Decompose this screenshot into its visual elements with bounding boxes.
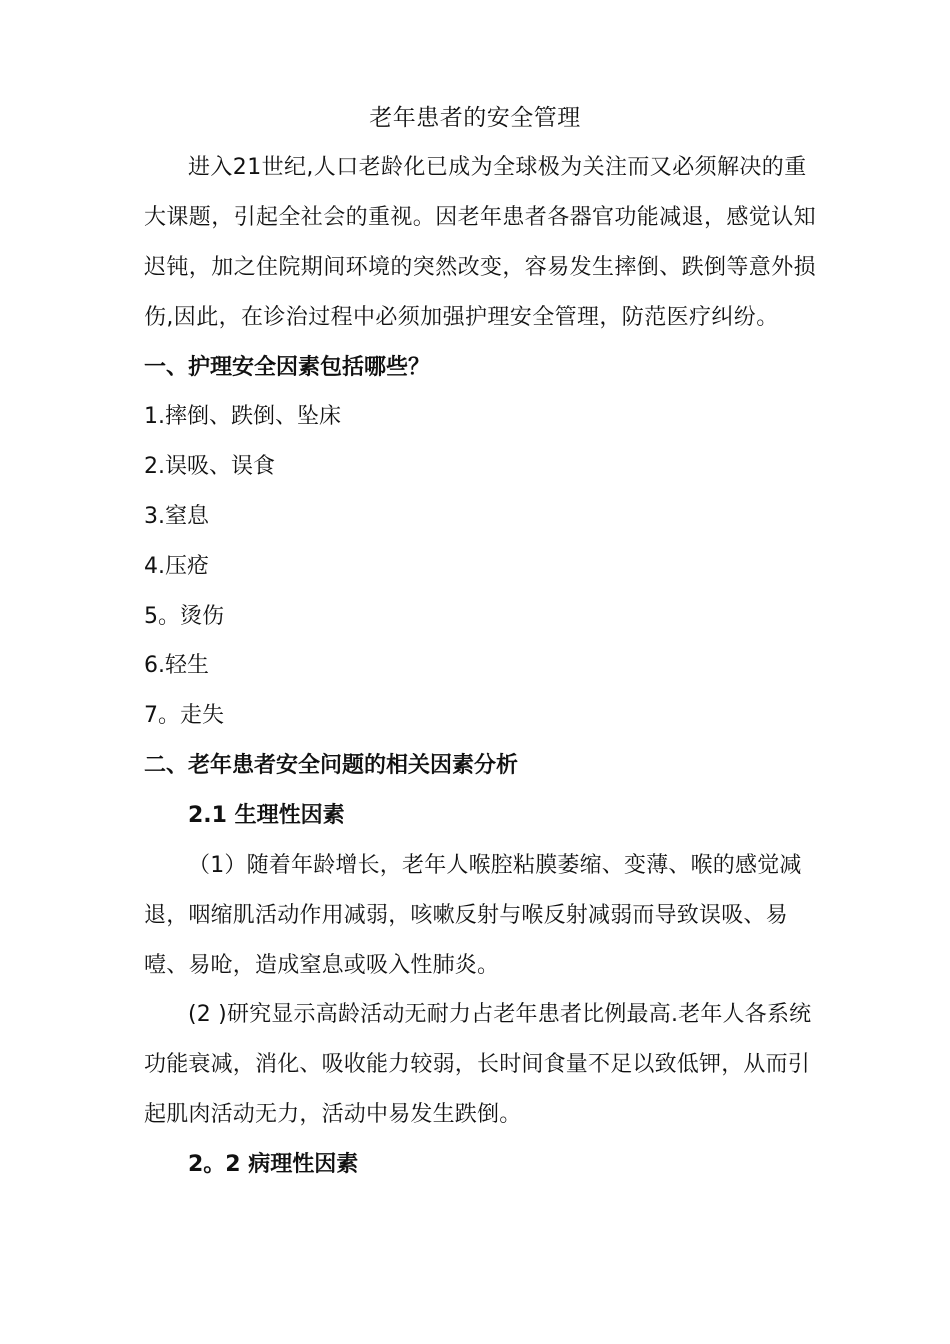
list-item: 1.摔倒、跌倒、坠床	[144, 404, 341, 429]
document-title: 老年患者的安全管理	[369, 105, 581, 131]
list-item: 2.误吸、误食	[144, 454, 275, 479]
section2-heading: 二、老年患者安全问题的相关因素分析	[144, 753, 519, 778]
list-item: 6.轻生	[144, 653, 209, 678]
subsection-2-1-heading: 2.1 生理性因素	[188, 803, 345, 828]
paragraph-2-1-2: (2 )研究显示高龄活动无耐力占老年患者比例最高.老年人各系统功能衰减，消化、吸收能力较弱，长时间食量不足以致低钾，从而引起肌肉活动无力，活动中易发生跌倒。	[144, 1002, 812, 1127]
section1-heading: 一、护理安全因素包括哪些？	[144, 355, 431, 380]
list-item: 3.窒息	[144, 504, 209, 529]
paragraph-2-1-1: （1）随着年龄增长，老年人喉腔粘膜萎缩、变薄、喉的感觉减退，咽缩肌活动作用减弱，咳嗽反射与喉反射减弱而导致误吸、易噎、易呛，造成窒息或吸入性肺炎。	[144, 853, 802, 978]
list-item: 5。烫伤	[144, 604, 224, 629]
list-item: 4.压疮	[144, 554, 209, 579]
subsection-2-2-heading: 2。2 病理性因素	[188, 1152, 359, 1177]
list-item: 7。走失	[144, 703, 224, 728]
intro-paragraph: 进入21世纪,人口老龄化已成为全球极为关注而又必须解决的重大课题，引起全社会的重视。因老年患者各器官功能减退，感觉认知迟钝，加之住院期间环境的突然改变，容易发生摔倒、跌倒等意外损伤,因此，在诊治过程中必须加强护理安全管理，防范医疗纠纷。	[144, 155, 817, 330]
